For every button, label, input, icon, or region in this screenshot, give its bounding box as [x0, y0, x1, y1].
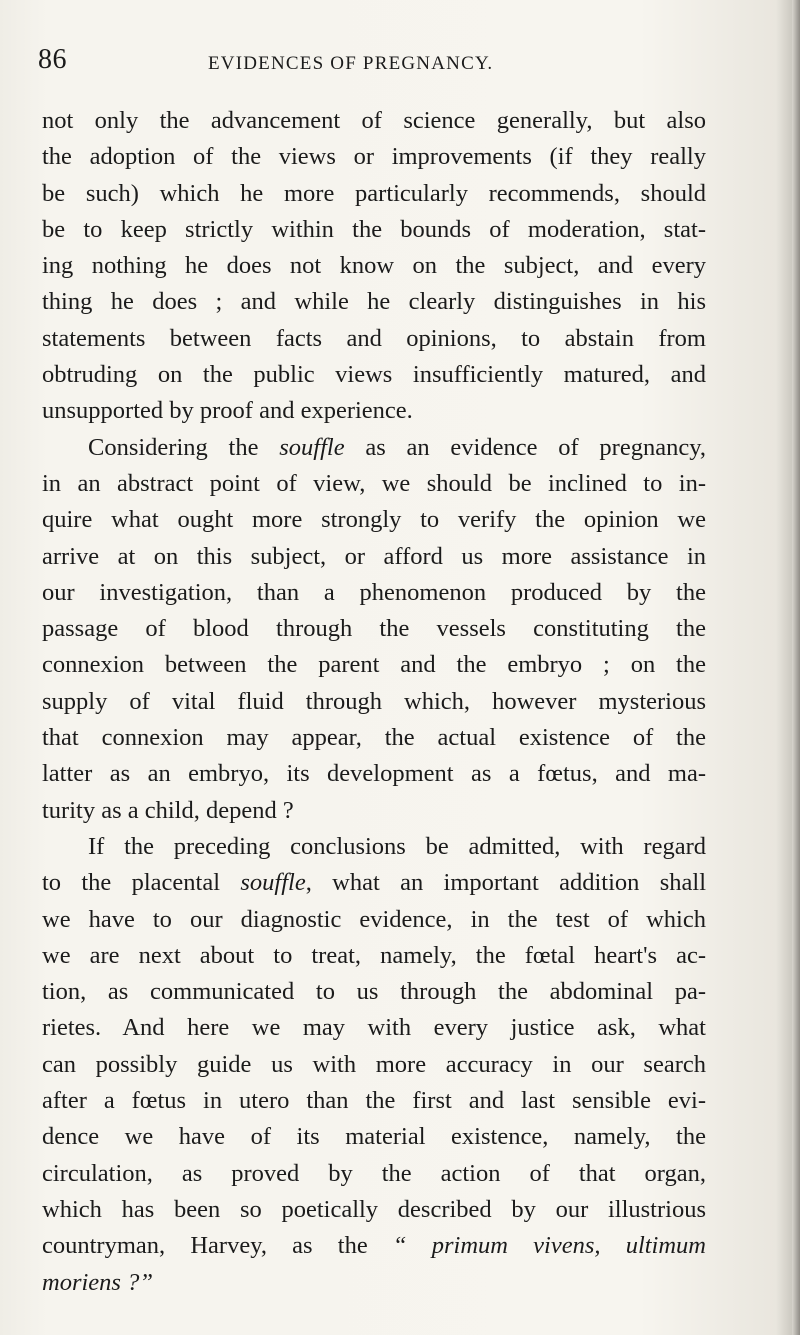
line-text-italic: “ primum vivens, ultimum: [392, 1232, 706, 1260]
line-text: that connexion may appear, the actual existence of the: [42, 724, 706, 752]
line-text: circulation, as proved by the action of that organ,: [42, 1159, 706, 1187]
text-line: [42, 865, 706, 901]
page-edge-shadow: [792, 0, 800, 1335]
line-text: rietes. And here we may with every justice ask, what: [42, 1014, 706, 1042]
line-text: in an abstract point of view, we should be inclined to in-: [42, 469, 706, 497]
text-line: [42, 466, 706, 502]
text-line: [42, 647, 706, 683]
line-text-pre: countryman, Harvey, as the: [42, 1232, 393, 1260]
line-text-italic: souffle: [240, 869, 306, 897]
text-line: [42, 321, 706, 357]
line-text: ing nothing he does not know on the subject, and every: [42, 252, 706, 280]
page-number: 86: [38, 44, 67, 75]
text-line: [42, 1228, 706, 1264]
line-text: arrive at on this subject, or afford us more assistance in: [42, 542, 706, 570]
line-text: supply of vital fluid through which, however mysterious: [42, 687, 706, 715]
text-line: [42, 974, 706, 1010]
text-line: [42, 1119, 706, 1155]
text-line: [42, 248, 706, 284]
text-line: [42, 1083, 706, 1119]
text-line: [42, 1010, 706, 1046]
line-text: tion, as communicated to us through the abdominal pa-: [42, 978, 706, 1006]
line-text: dence we have of its material existence, namely, the: [42, 1123, 706, 1151]
line-text: unsupported by proof and experience.: [42, 397, 413, 425]
text-line: [42, 575, 706, 611]
text-line: [42, 1265, 706, 1301]
line-text: turity as a child, depend ?: [42, 796, 294, 824]
text-line: [42, 139, 706, 175]
line-text: not only the advancement of science generally, but also: [42, 107, 706, 134]
line-text: passage of blood through the vessels constituting the: [42, 615, 706, 643]
line-text-pre: to the placental: [42, 869, 241, 897]
line-text: be such) which he more particularly recommends, should: [42, 179, 706, 207]
text-line: [42, 284, 706, 320]
text-line: [42, 938, 706, 974]
text-line: [42, 756, 706, 792]
text-line: [42, 103, 706, 139]
text-line: [42, 684, 706, 720]
line-text-italic: souffle: [279, 433, 345, 461]
text-line: [42, 611, 706, 647]
line-text: after a fœtus in utero than the first and last sensible evi-: [42, 1087, 706, 1115]
line-text: quire what ought more strongly to verify the opinion we: [42, 506, 706, 534]
line-text-post: as an evidence of pregnancy,: [344, 433, 706, 461]
running-head: EVIDENCES OF PREGNANCY.: [208, 53, 494, 74]
text-line: [42, 539, 706, 575]
line-text: statements between facts and opinions, to abstain from: [42, 324, 706, 352]
line-text: we are next about to treat, namely, the fœtal heart's ac-: [42, 941, 706, 969]
line-text: connexion between the parent and the embryo ; on the: [42, 651, 706, 679]
line-text: latter as an embryo, its development as a fœtus, and ma-: [42, 760, 706, 788]
line-text-post: , what an important addition shall: [305, 869, 707, 897]
text-line: [42, 393, 706, 429]
text-line: [42, 1156, 706, 1192]
page-header: [38, 44, 738, 84]
line-text: obtruding on the public views insufficiently matured, and: [42, 361, 706, 389]
line-text: thing he does ; and while he clearly distinguishes in his: [42, 288, 706, 316]
line-text-pre: Considering the: [88, 433, 280, 461]
line-text: we have to our diagnostic evidence, in the test of which: [42, 905, 706, 933]
text-line: [42, 793, 706, 829]
line-text: be to keep strictly within the bounds of moderation, stat-: [42, 215, 706, 243]
text-line: [42, 720, 706, 756]
text-line: [42, 1047, 706, 1083]
text-line: [42, 829, 706, 865]
line-text: which has been so poetically described by our illustrious: [42, 1195, 706, 1223]
text-line: [42, 1192, 706, 1228]
line-text: If the preceding conclusions be admitted, with regard: [88, 832, 706, 860]
line-text: our investigation, than a phenomenon produced by the: [42, 578, 706, 606]
text-line: [42, 902, 706, 938]
text-line: [42, 357, 706, 393]
line-text-italic: moriens ?”: [42, 1268, 153, 1296]
line-text: can possibly guide us with more accuracy in our search: [42, 1050, 706, 1078]
text-line: [42, 502, 706, 538]
text-line: [42, 430, 706, 466]
body-text: [42, 103, 706, 1301]
line-text: the adoption of the views or improvements (if they really: [42, 143, 706, 171]
text-line: [42, 212, 706, 248]
text-line: [42, 176, 706, 212]
